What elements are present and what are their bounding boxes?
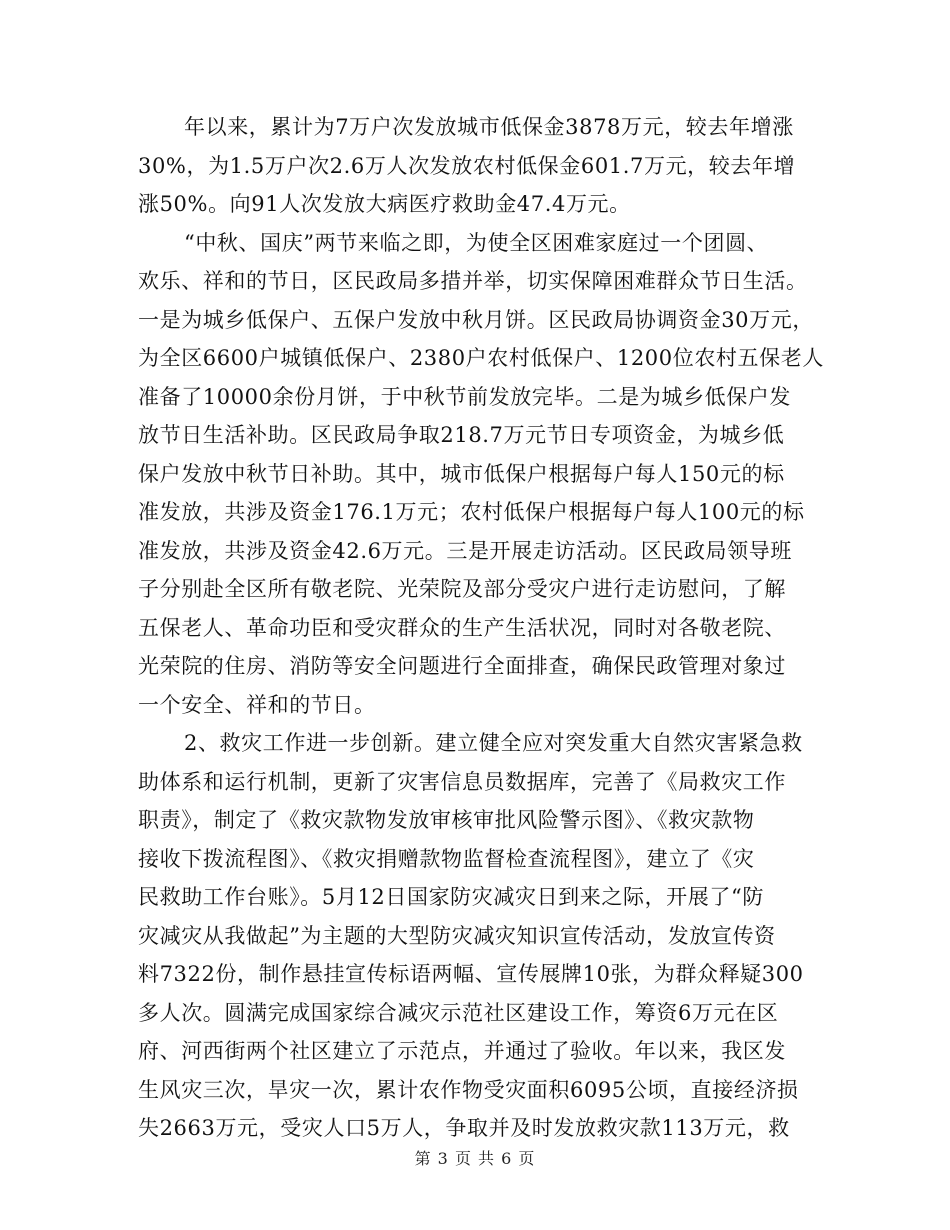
text-line: 五保老人、革命功臣和受灾群众的生产生活状况，同时对各敬老院、 bbox=[138, 615, 786, 640]
text-line: 助体系和运行机制，更新了灾害信息员数据库，完善了《局救灾工作 bbox=[138, 769, 786, 794]
text-line: 保户发放中秋节日补助。其中，城市低保户根据每户每人150元的标 bbox=[138, 461, 785, 486]
document-body bbox=[138, 108, 824, 1148]
text-line: 灾减灾从我做起”为主题的大型防灾减灾知识宣传活动，发放宣传资 bbox=[138, 923, 776, 948]
text-line: 一是为城乡低保户、五保户发放中秋月饼。区民政局协调资金30万元， bbox=[138, 307, 814, 332]
text-line: 接收下拨流程图》、《救灾捐赠款物监督检查流程图》，建立了《灾 bbox=[138, 846, 755, 871]
page-footer: 第 3 页 共 6 页 bbox=[414, 1149, 536, 1168]
text-line: “中秋、国庆”两节来临之即，为使全区困难家庭过一个团圆、 bbox=[184, 230, 769, 255]
text-line: 30%，为1.5万户次2.6万人次发放农村低保金601.7万元，较去年增 bbox=[138, 153, 796, 178]
text-line: 失2663万元，受灾人口5万人，争取并及时发放救灾款113万元，救 bbox=[138, 1116, 790, 1140]
text-line: 民救助工作台账》。5月12日国家防灾减灾日到来之际，开展了“防 bbox=[138, 885, 764, 909]
text-line: 为全区6600户城镇低保户、2380户农村低保户、1200位农村五保老人 bbox=[138, 346, 824, 370]
text-line: 放节日生活补助。区民政局争取218.7万元节日专项资金，为城乡低 bbox=[138, 423, 785, 447]
text-line: 准发放，共涉及资金42.6万元。三是开展走访活动。区民政局领导班 bbox=[138, 538, 792, 563]
text-line: 准发放，共涉及资金176.1万元；农村低保户根据每户每人100元的标 bbox=[138, 500, 805, 524]
text-line: 子分别赴全区所有敬老院、光荣院及部分受灾户进行走访慰问，了解 bbox=[138, 577, 786, 601]
text-line: 准备了10000余份月饼，于中秋节前发放完毕。二是为城乡低保户发 bbox=[138, 384, 792, 409]
text-line: 光荣院的住房、消防等安全问题进行全面排查，确保民政管理对象过 bbox=[138, 654, 786, 678]
text-line: 2、救灾工作进一步创新。建立健全应对突发重大自然灾害紧急救 bbox=[184, 731, 803, 755]
text-line: 生风灾三次，旱灾一次，累计农作物受灾面积6095公顷，直接经济损 bbox=[138, 1077, 799, 1102]
text-line: 一个安全、祥和的节日。 bbox=[138, 692, 376, 717]
text-line: 涨50%。向91人次发放大病医疗救助金47.4万元。 bbox=[138, 192, 631, 216]
text-line: 职责》，制定了《救灾款物发放审核审批风险警示图》、《救灾款物 bbox=[138, 808, 755, 832]
text-line: 欢乐、祥和的节日，区民政局多措并举，切实保障困难群众节日生活。 bbox=[138, 269, 808, 293]
text-line: 府、河西街两个社区建立了示范点，并通过了验收。年以来，我区发 bbox=[138, 1039, 786, 1063]
text-line: 年以来，累计为7万户次发放城市低保金3878万元，较去年增涨 bbox=[184, 115, 794, 139]
text-line: 料7322份，制作悬挂宣传标语两幅、宣传展牌10张，为群众释疑300 bbox=[138, 962, 804, 986]
text-line: 多人次。圆满完成国家综合减灾示范社区建设工作，筹资6万元在区 bbox=[138, 1000, 779, 1025]
